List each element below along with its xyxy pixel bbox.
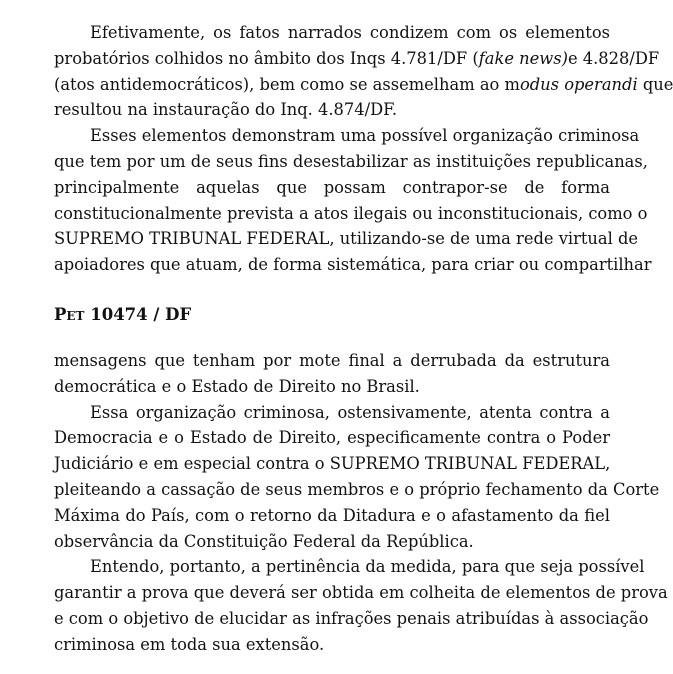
text-line: Judiciário e em especial contra o SUPREMO TRIBUNAL FEDERAL, [54, 454, 611, 474]
text-line: Esses elementos demonstram uma possível organização criminosa [90, 126, 640, 146]
text-line: constitucionalmente prevista a atos ilegais ou inconstitucionais, como o [54, 203, 648, 223]
text-line: observância da Constituição Federal da República. [54, 531, 474, 551]
pet-prefix: Pet [54, 304, 85, 324]
text-line: apoiadores que atuam, de forma sistemática, para criar ou compartilhar [54, 255, 652, 275]
text-line: que tem por um de seus fins desestabilizar as instituições republicanas, [54, 151, 648, 171]
paragraph-evidence [54, 20, 673, 123]
text-fragment: que [637, 74, 673, 94]
text-line [54, 46, 660, 72]
italic-fragment: odus operandi [519, 74, 638, 94]
italic-fragment: fake news) [478, 48, 568, 68]
text-line: Essa organização criminosa, ostensivamente, atenta contra a [90, 402, 610, 422]
pet-number: 10474 / DF [84, 304, 192, 324]
text-fragment: (atos antidemocráticos), bem como se assemelham ao m [54, 74, 520, 94]
paragraph-continuation [54, 348, 610, 400]
text-line: e com o objetivo de elucidar as infrações penais atribuídas à associação [54, 608, 649, 628]
document-page [54, 20, 673, 658]
text-line: Democracia e o Estado de Direito, especificamente contra o Poder [54, 428, 610, 448]
text-fragment: e 4.828/DF [567, 48, 660, 68]
text-line: SUPREMO TRIBUNAL FEDERAL, utilizando-se de uma rede virtual de [54, 229, 639, 249]
text-line: criminosa em toda sua extensão. [54, 634, 325, 654]
text-line: mensagens que tenham por mote final a derrubada da estrutura [54, 350, 610, 370]
text-line: Entendo, portanto, a pertinência da medida, para que seja possível [90, 557, 645, 577]
paragraph-conclusion [54, 554, 668, 657]
text-line: garantir a prova que deverá ser obtida em colheita de elementos de prova [54, 583, 668, 603]
text-line: pleiteando a cassação de seus membros e o próprio fechamento da Corte [54, 479, 660, 499]
text-line: Efetivamente, os fatos narrados condizem com os elementos [90, 23, 610, 42]
text-line: resultou na instauração do Inq. 4.874/DF. [54, 100, 398, 120]
text-fragment: probatórios colhidos no âmbito dos Inqs 4.781/DF ( [54, 48, 479, 68]
paragraph-attack-democracy [54, 400, 660, 555]
text-line: democrática e o Estado de Direito no Brasil. [54, 376, 420, 396]
paragraph-criminal-organization [54, 123, 652, 278]
text-line: principalmente aquelas que possam contrapor-se de forma [54, 177, 610, 197]
text-line: Máxima do País, com o retorno da Ditadura e o afastamento da fiel [54, 505, 610, 525]
text-line [54, 72, 673, 98]
page-header [54, 304, 610, 326]
